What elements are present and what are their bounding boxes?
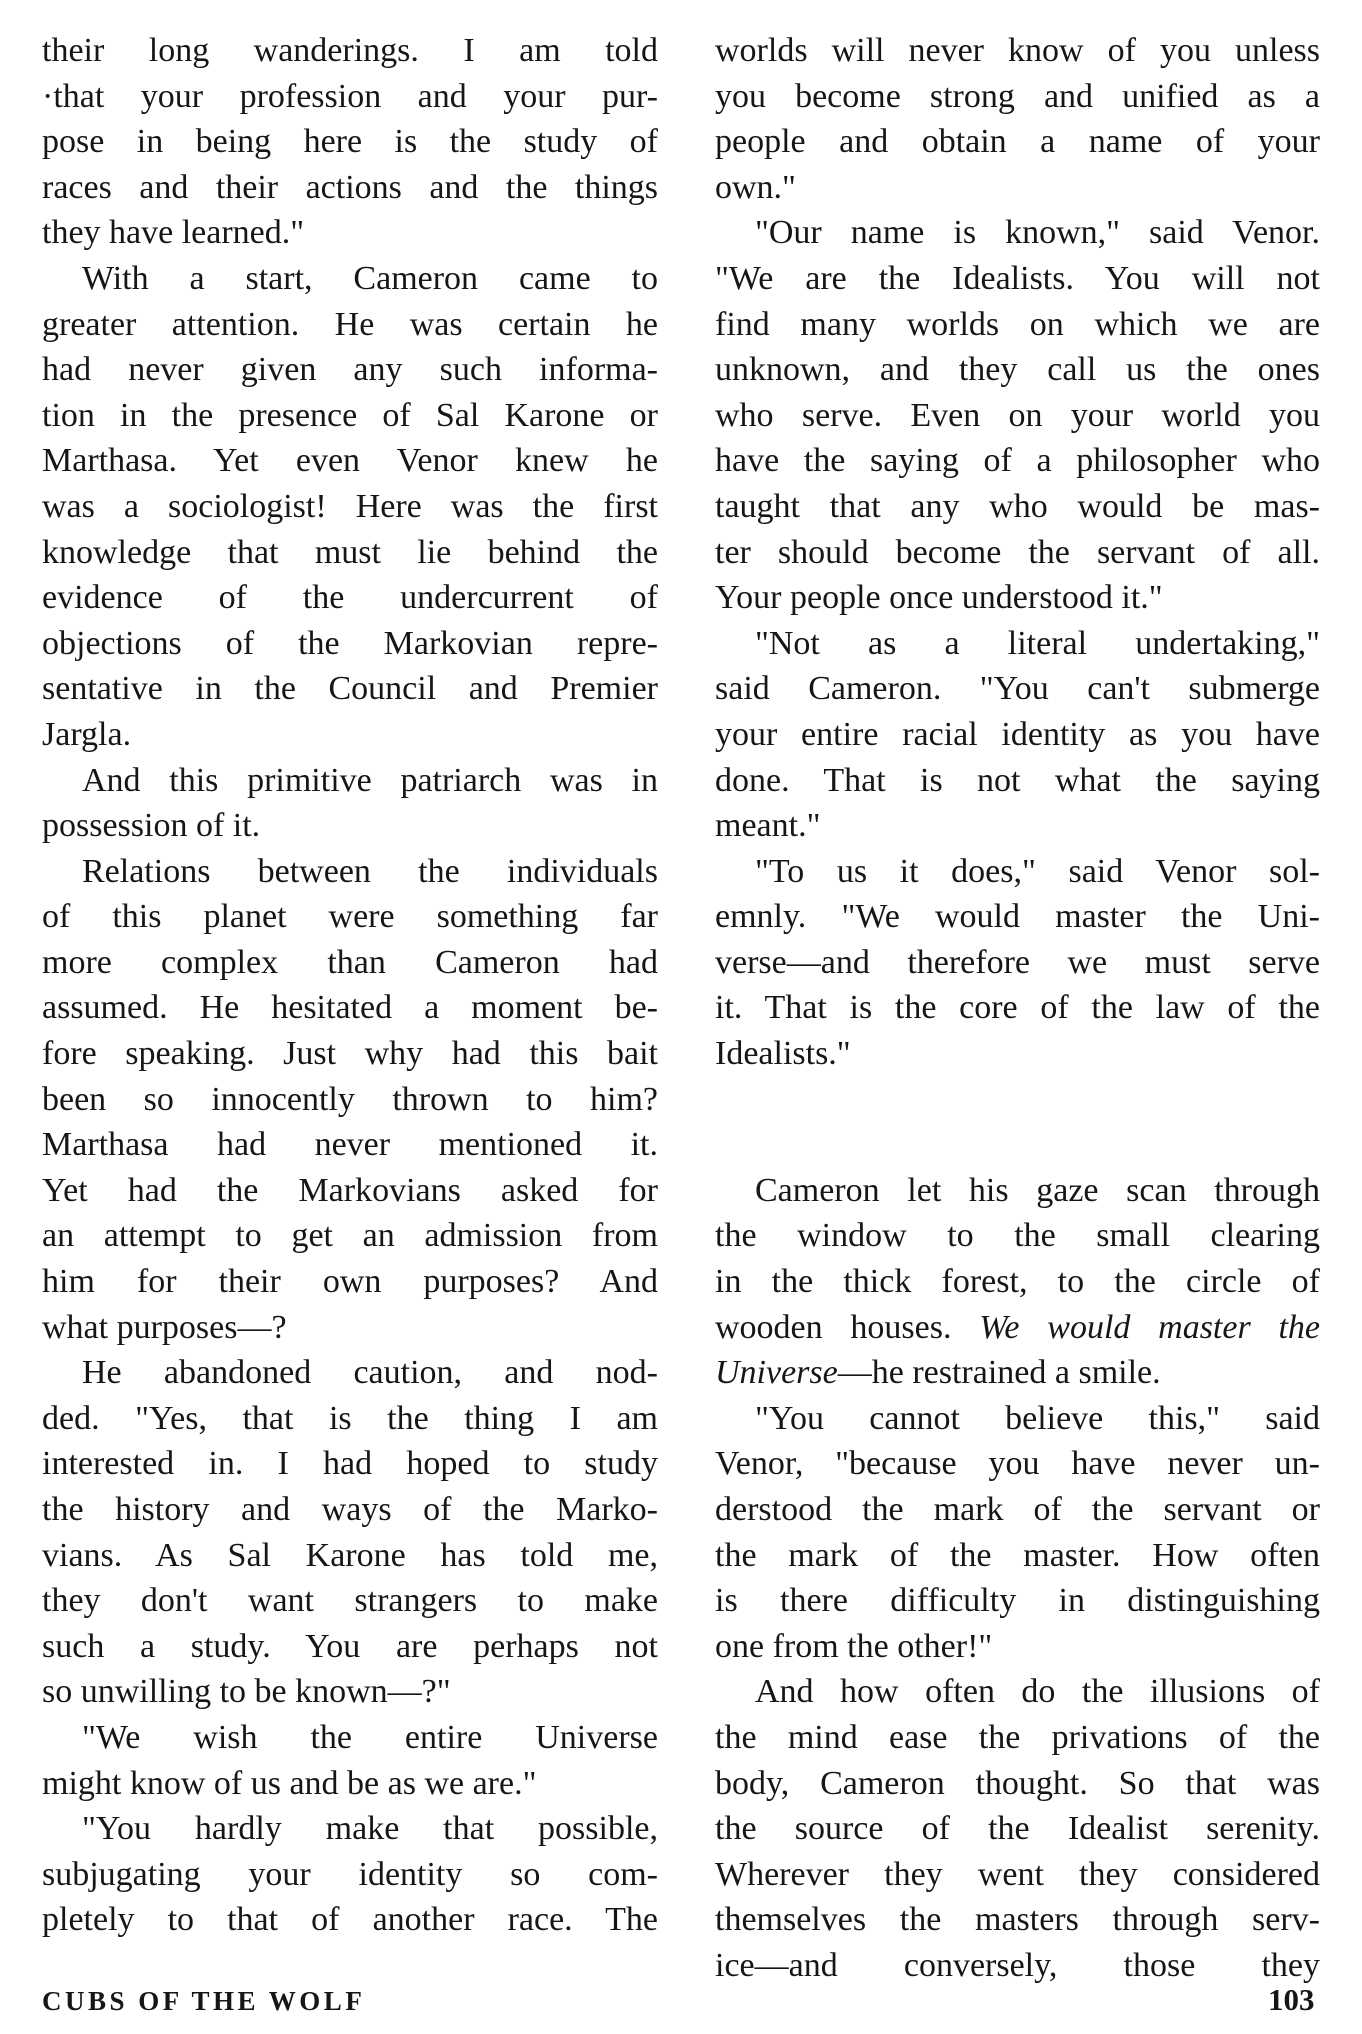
text-line: so unwilling to be known—?" bbox=[42, 1673, 451, 1711]
text-line: He abandoned caution, and nod- bbox=[82, 1354, 658, 1392]
text-line: "Our name is known," said Venor. bbox=[755, 214, 1320, 252]
text-line: evidence of the undercurrent of bbox=[42, 579, 658, 617]
text-line: their long wanderings. I am told bbox=[42, 32, 658, 69]
text-line: Yet had the Markovians asked for bbox=[42, 1171, 658, 1209]
text-line: ter should become the servant of all. bbox=[715, 533, 1320, 571]
text-line: it. That is the core of the law of the bbox=[715, 989, 1320, 1027]
text-line: ·that your profession and your pur- bbox=[42, 77, 658, 115]
text-line: an attempt to get an admission from bbox=[42, 1217, 658, 1255]
text-line: knowledge that must lie behind the bbox=[42, 533, 658, 571]
text-line: more complex than Cameron had bbox=[42, 943, 658, 981]
running-title: CUBS OF THE WOLF bbox=[42, 1986, 366, 2016]
text-line: ice—and conversely, those they bbox=[715, 1946, 1320, 1984]
text-line: him for their own purposes? And bbox=[42, 1263, 658, 1301]
text-line: own." bbox=[715, 168, 796, 206]
text-line bbox=[715, 1305, 1320, 1351]
text-line: had never given any such informa- bbox=[42, 351, 658, 389]
text-line: Venor, "because you have never un- bbox=[715, 1445, 1320, 1483]
text-line: "We are the Idealists. You will not bbox=[715, 259, 1320, 297]
text-line: the history and ways of the Marko- bbox=[42, 1491, 658, 1528]
text-line: Your people once understood it." bbox=[715, 579, 1163, 617]
text-line: was a sociologist! Here was the first bbox=[42, 487, 658, 525]
right-text-column bbox=[715, 28, 1331, 1989]
text-line: of this planet were something far bbox=[42, 898, 658, 936]
text-line: the mind ease the privations of the bbox=[715, 1718, 1320, 1756]
text-line: in the thick forest, to the circle of bbox=[715, 1263, 1320, 1301]
text-line: such a study. You are perhaps not bbox=[42, 1627, 658, 1665]
text-line: And how often do the illusions of bbox=[755, 1673, 1320, 1711]
page-number: 103 bbox=[1268, 1982, 1315, 2017]
text-line: "Not as a literal undertaking," bbox=[755, 624, 1320, 662]
text-line: pletely to that of another race. The bbox=[42, 1901, 658, 1939]
text-line: might know of us and be as we are." bbox=[42, 1764, 537, 1802]
text-line: And this primitive patriarch was in bbox=[82, 761, 658, 799]
text-line: possession of it. bbox=[42, 807, 261, 845]
text-line: Wherever they went they considered bbox=[715, 1855, 1320, 1893]
text-line: objections of the Markovian repre- bbox=[42, 624, 658, 662]
text-line: the source of the Idealist serenity. bbox=[715, 1810, 1320, 1848]
text-line: Idealists." bbox=[715, 1035, 851, 1073]
text-line: sentative in the Council and Premier bbox=[42, 670, 658, 708]
text-line: pose in being here is the study of bbox=[42, 123, 658, 161]
text-line: taught that any who would be mas- bbox=[715, 487, 1320, 525]
text-line: subjugating your identity so com- bbox=[42, 1855, 658, 1893]
text-line: the window to the small clearing bbox=[715, 1217, 1320, 1255]
text-line: find many worlds on which we are bbox=[715, 305, 1320, 343]
italic-text: We would master the bbox=[979, 1308, 1320, 1346]
left-text-column bbox=[42, 28, 658, 1943]
text-line bbox=[715, 1350, 1320, 1396]
paragraph-break bbox=[715, 1122, 1331, 1168]
text-line: one from the other!" bbox=[715, 1627, 993, 1665]
text-line: Jargla. bbox=[42, 715, 132, 753]
text-line: they don't want strangers to make bbox=[42, 1582, 658, 1620]
text-line: fore speaking. Just why had this bait bbox=[42, 1035, 658, 1073]
text-line: emnly. "We would master the Uni- bbox=[715, 898, 1320, 936]
text-line: meant." bbox=[715, 807, 821, 845]
text-line: assumed. He hesitated a moment be- bbox=[42, 989, 658, 1027]
text-line: greater attention. He was certain he bbox=[42, 305, 658, 343]
line-text: —he restrained a smile. bbox=[837, 1354, 1161, 1392]
text-line: verse—and therefore we must serve bbox=[715, 943, 1320, 981]
text-line: is there difficulty in distinguishing bbox=[715, 1582, 1320, 1620]
text-line: Marthasa had never mentioned it. bbox=[42, 1126, 658, 1164]
italic-text: Universe bbox=[715, 1354, 838, 1392]
text-line: your entire racial identity as you have bbox=[715, 715, 1320, 753]
text-line: have the saying of a philosopher who bbox=[715, 442, 1320, 480]
text-line: who serve. Even on your world you bbox=[715, 396, 1320, 434]
text-line: With a start, Cameron came to bbox=[82, 259, 658, 297]
text-line: the mark of the master. How often bbox=[715, 1536, 1320, 1574]
text-line: body, Cameron thought. So that was bbox=[715, 1764, 1320, 1802]
text-line: themselves the masters through serv- bbox=[715, 1901, 1320, 1939]
text-line: unknown, and they call us the ones bbox=[715, 351, 1320, 389]
text-line: interested in. I had hoped to study bbox=[42, 1445, 658, 1483]
text-line: Marthasa. Yet even Venor knew he bbox=[42, 442, 658, 480]
text-line: Cameron let his gaze scan through bbox=[755, 1171, 1320, 1209]
text-line: derstood the mark of the servant or bbox=[715, 1491, 1320, 1528]
text-line: said Cameron. "You can't submerge bbox=[715, 670, 1320, 708]
text-line: "You cannot believe this," said bbox=[755, 1399, 1320, 1437]
text-line: "To us it does," said Venor sol- bbox=[755, 852, 1320, 890]
text-line: worlds will never know of you unless bbox=[715, 32, 1320, 69]
paragraph-break bbox=[715, 1077, 1331, 1123]
text-line: ded. "Yes, that is the thing I am bbox=[42, 1399, 658, 1437]
text-line: "We wish the entire Universe bbox=[82, 1718, 658, 1756]
text-line: people and obtain a name of your bbox=[715, 123, 1320, 161]
line-text: wooden houses. bbox=[715, 1308, 980, 1346]
text-line: been so innocently thrown to him? bbox=[42, 1080, 658, 1118]
text-line: done. That is not what the saying bbox=[715, 761, 1320, 799]
text-line: Relations between the individuals bbox=[82, 852, 658, 890]
text-line: vians. As Sal Karone has told me, bbox=[42, 1536, 658, 1574]
text-line: you become strong and unified as a bbox=[715, 77, 1320, 115]
text-line: they have learned." bbox=[42, 214, 305, 252]
text-line: "You hardly make that possible, bbox=[82, 1810, 658, 1848]
text-line: what purposes—? bbox=[42, 1308, 287, 1346]
text-line: races and their actions and the things bbox=[42, 168, 658, 206]
text-line: tion in the presence of Sal Karone or bbox=[42, 396, 658, 434]
